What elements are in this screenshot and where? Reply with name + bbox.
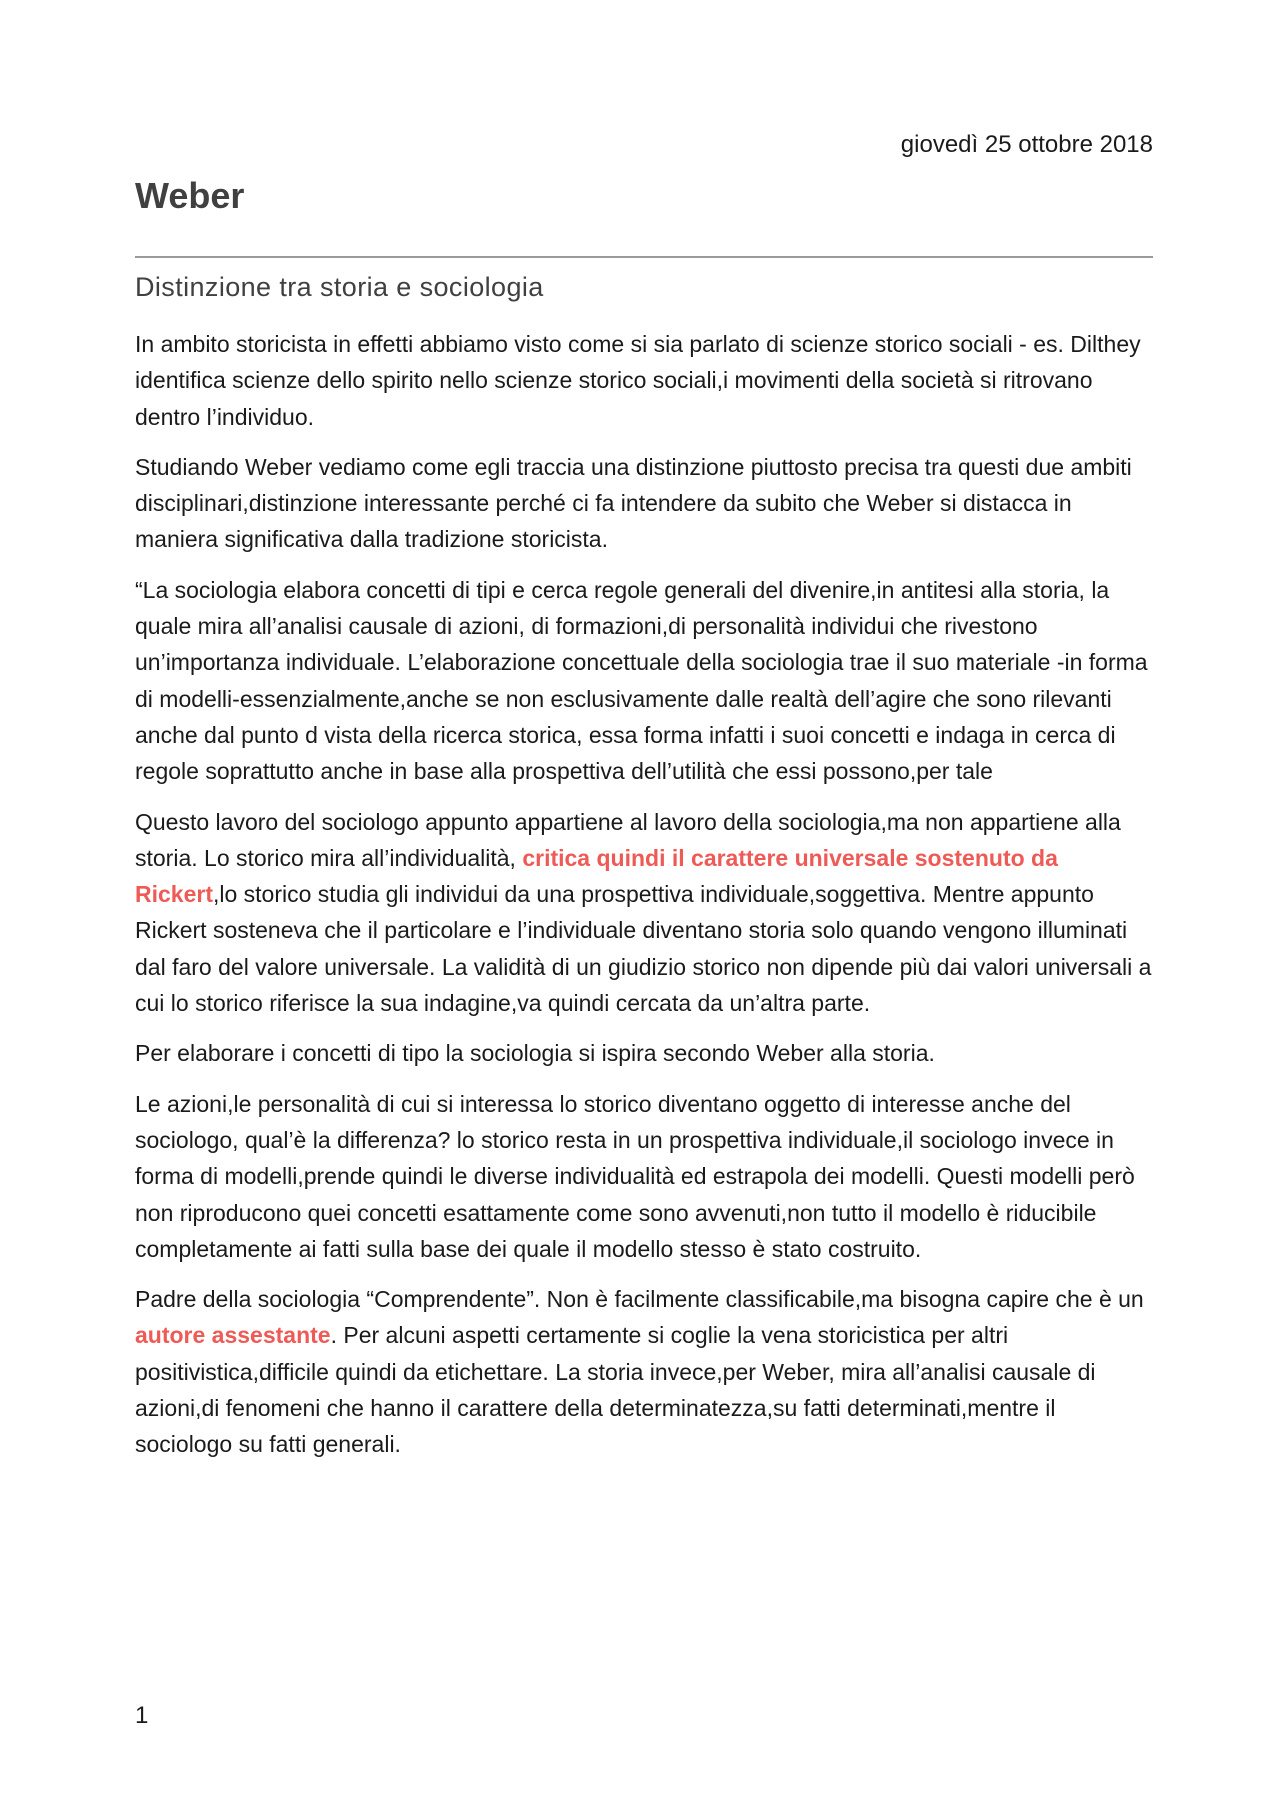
paragraph-4 bbox=[135, 804, 1153, 1022]
paragraph-7-text-before: Padre della sociologia “Comprendente”. Non è facilmente classificabile,ma bisogna capire che è un bbox=[135, 1286, 1144, 1313]
paragraph-3-quote: “La sociologia elabora concetti di tipi e cerca regole generali del divenire,in antitesi alla storia, la quale mira all’analisi causale di azioni, di formazioni,di personalità individui che rivestono un’importanza individuale. L’elaborazione concettuale della sociologia trae il suo materiale -in forma di modelli-essenzialmente,anche se non esclusivamente dalle realtà dell’agire che sono rilevanti anche dal punto d vista della ricerca storica, essa forma infatti i suoi concetti e indaga in cerca di regole soprattutto anche in base alla prospettiva dell’utilità che essi possono,per tale bbox=[135, 576, 1148, 785]
document-title: Weber bbox=[135, 175, 245, 216]
paragraph-5: Per elaborare i concetti di tipo la sociologia si ispira secondo Weber alla storia. bbox=[135, 1040, 935, 1067]
highlight-autore-assestante: autore assestante bbox=[135, 1322, 331, 1349]
page-number: 1 bbox=[135, 1702, 149, 1729]
paragraph-4-text-before: Questo lavoro del sociologo appunto appartiene al lavoro della sociologia,ma non appartiene alla storia. Lo storico mira all’individualità, bbox=[135, 808, 1121, 871]
section-heading: Distinzione tra storia e sociologia bbox=[135, 272, 544, 302]
document-body bbox=[135, 326, 1153, 1477]
paragraph-1: In ambito storicista in effetti abbiamo visto come si sia parlato di scienze storico sociali - es. Dilthey identifica scienze dello spirito nello scienze storico sociali,i movimenti della società si ritrovano dentro l’individuo. bbox=[135, 331, 1141, 430]
document-date: giovedì 25 ottobre 2018 bbox=[900, 131, 1153, 158]
highlight-rickert-critique: critica quindi il carattere universale sostenuto da Rickert bbox=[135, 844, 1058, 908]
paragraph-7-text-after: . Per alcuni aspetti certamente si coglie la vena storicistica per altri positivistica,difficile quindi da etichettare. La storia invece,per Weber, mira all’analisi causale di azioni,di fenomeni che hanno il carattere della determinatezza,su fatti determinati,mentre il sociologo su fatti generali. bbox=[135, 1322, 1096, 1458]
paragraph-6: Le azioni,le personalità di cui si interessa lo storico diventano oggetto di interesse anche del sociologo, qual’è la differenza? lo storico resta in un prospettiva individuale,il sociologo invece in forma di modelli,prende quindi le diverse individualità ed estrapola dei modelli. Questi modelli però non riproducono quei concetti esattamente come sono avvenuti,non tutto il modello è riducibile completamente ai fatti sulla base dei quale il modello stesso è stato costruito. bbox=[135, 1090, 1135, 1262]
title-divider bbox=[135, 256, 1153, 258]
paragraph-4-text-after: ,lo storico studia gli individui da una prospettiva individuale,soggettiva. Mentre appunto Rickert sosteneva che il particolare e l’individuale diventano storia solo quando vengono illuminati dal faro del valore universale. La validità di un giudizio storico non dipende più dai valori universali a cui lo storico riferisce la sua indagine,va quindi cercata da un’altra parte. bbox=[135, 881, 1152, 1017]
paragraph-7 bbox=[135, 1281, 1153, 1462]
paragraph-2: Studiando Weber vediamo come egli traccia una distinzione piuttosto precisa tra questi due ambiti disciplinari,distinzione interessante perché ci fa intendere da subito che Weber si distacca in maniera significativa dalla tradizione storicista. bbox=[135, 453, 1132, 553]
document-page bbox=[135, 0, 1153, 1811]
